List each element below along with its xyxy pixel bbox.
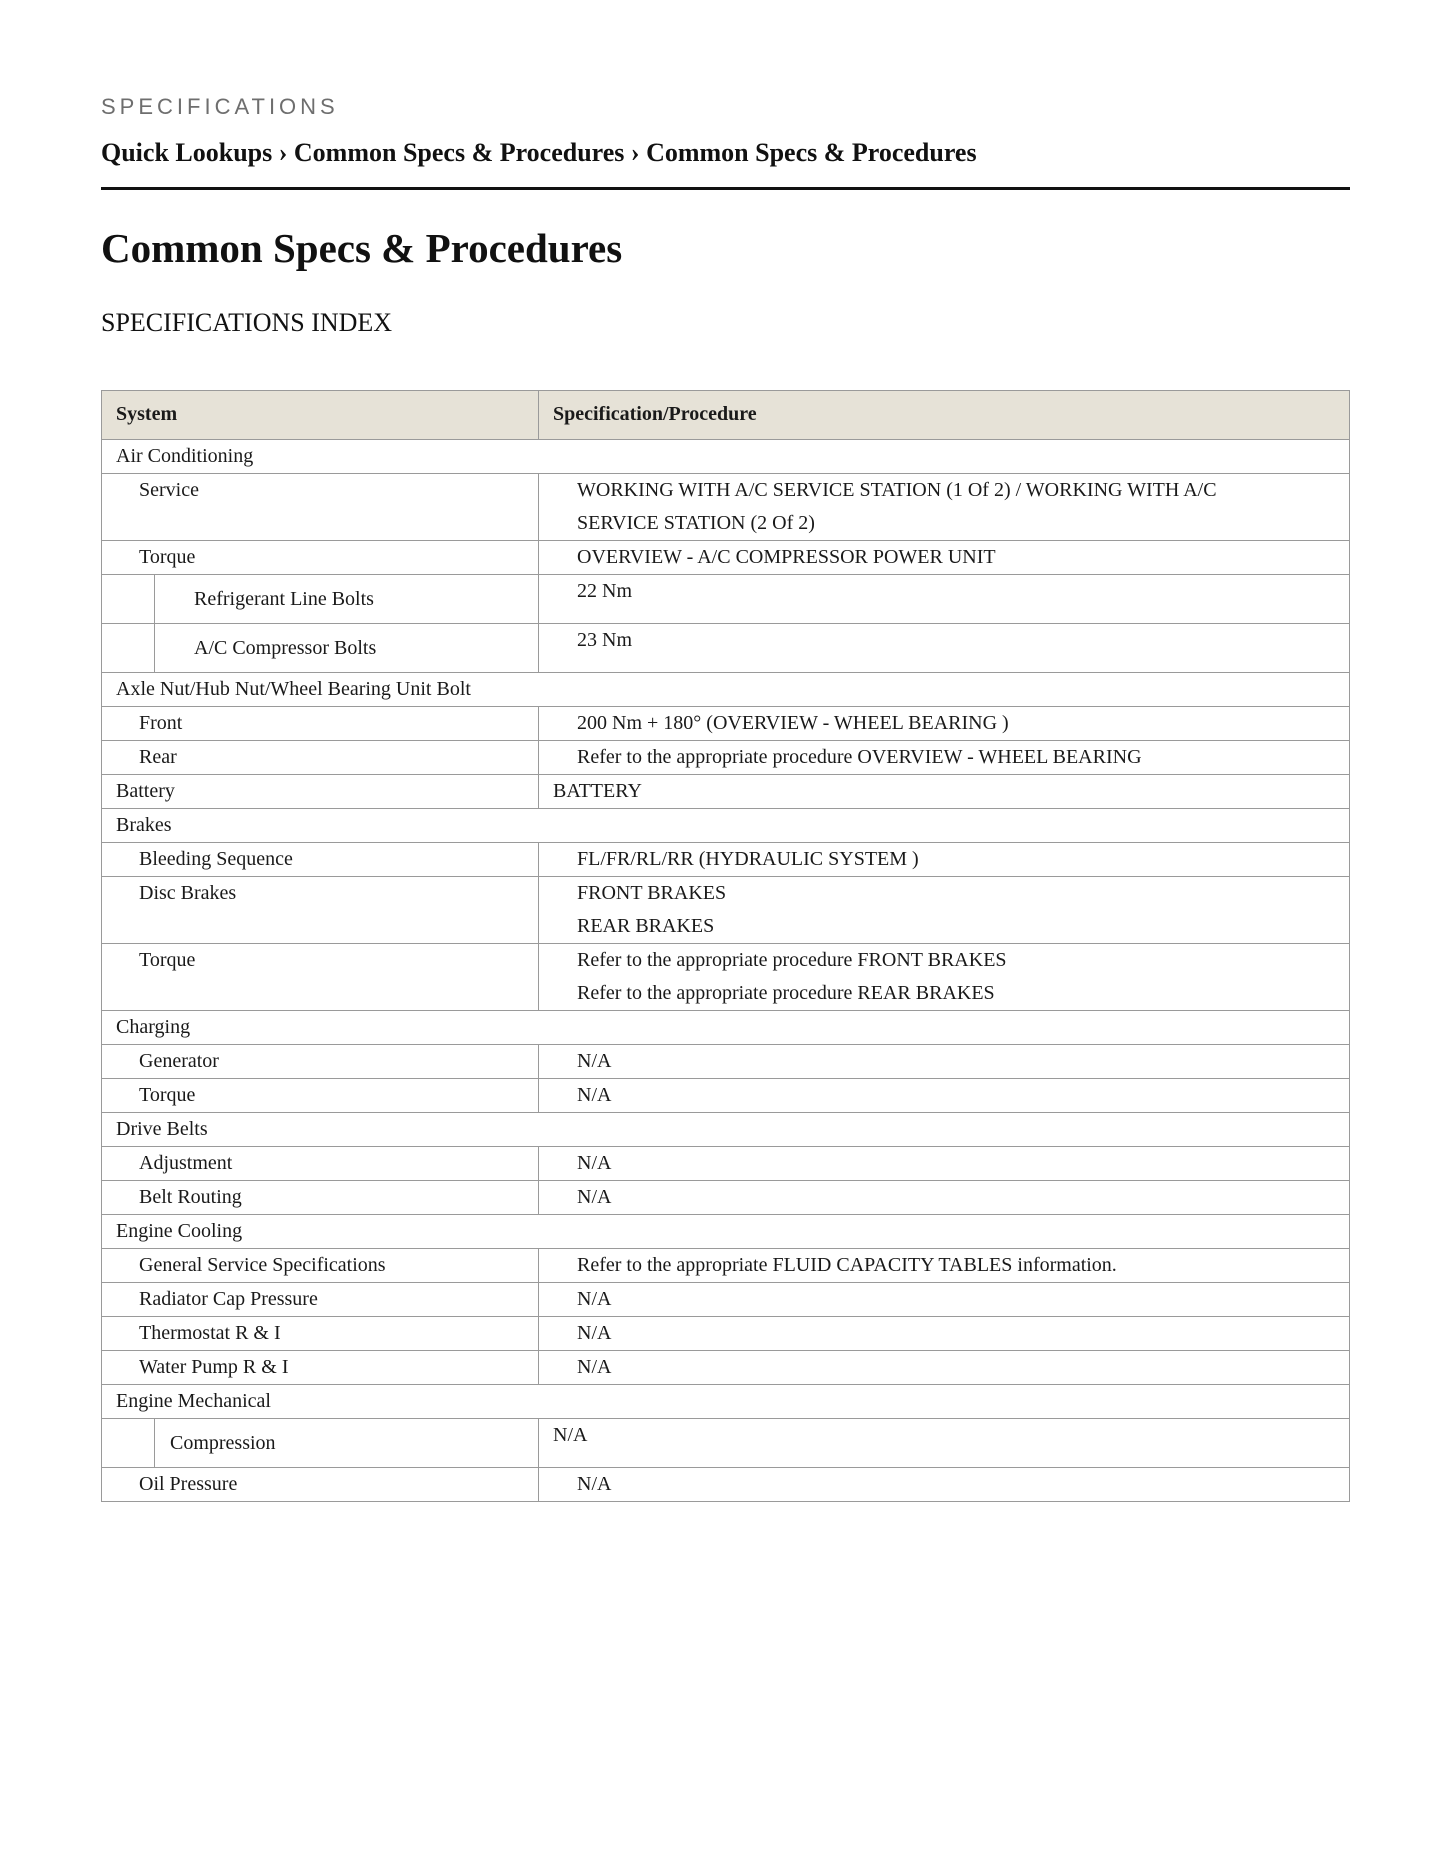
system-cell: Torque [102,944,539,1011]
spec-cell: N/A [539,1181,1350,1215]
spec-cell[interactable]: Refer to the appropriate FLUID CAPACITY TABLES information. [539,1249,1350,1283]
table-row [102,1249,1350,1283]
system-cell: Thermostat R & I [102,1317,539,1351]
spec-link-front-brakes[interactable]: FRONT BRAKES [577,882,727,904]
system-cell: Battery [102,775,539,809]
table-row [102,1385,1350,1419]
spec-link-front-brakes[interactable]: Refer to the appropriate procedure FRONT BRAKES [577,949,1007,971]
table-row [102,944,1350,1011]
table-row [102,1011,1350,1045]
table-header-row [102,391,1350,440]
table-row [102,673,1350,707]
table-row [102,1419,1350,1468]
spec-link-rear-brakes[interactable]: Refer to the appropriate procedure REAR BRAKES [577,982,995,1004]
section-eyebrow: SPECIFICATIONS [101,94,339,119]
spec-cell[interactable]: BATTERY [539,775,1350,809]
system-cell: Water Pump R & I [102,1351,539,1385]
column-header-spec: Specification/Procedure [539,391,1350,440]
spec-cell[interactable]: 200 Nm + 180° (OVERVIEW - WHEEL BEARING ) [539,707,1350,741]
table-row [102,741,1350,775]
system-cell: Torque [102,1079,539,1113]
spec-cell: N/A [539,1079,1350,1113]
system-cell: Generator [102,1045,539,1079]
table-row [102,877,1350,944]
group-heading: Brakes [102,809,1350,843]
breadcrumb[interactable]: Quick Lookups › Common Specs & Procedures › Common Specs & Procedures [101,138,977,167]
header-divider [101,187,1350,190]
table-row [102,843,1350,877]
spec-cell: N/A [539,1419,1350,1468]
table-row [102,1283,1350,1317]
system-cell: Disc Brakes [102,877,539,944]
table-row [102,474,1350,541]
table-row [102,1351,1350,1385]
spec-cell: N/A [539,1283,1350,1317]
spec-cell[interactable]: WORKING WITH A/C SERVICE STATION (1 Of 2) / WORKING WITH A/C SERVICE STATION (2 Of 2) [539,474,1350,541]
table-row [102,1317,1350,1351]
table-row [102,575,1350,624]
spec-cell: N/A [539,1147,1350,1181]
spec-cell[interactable]: Refer to the appropriate procedure OVERVIEW - WHEEL BEARING [539,741,1350,775]
table-row [102,707,1350,741]
table-row [102,1079,1350,1113]
table-row [102,1468,1350,1502]
section-title: SPECIFICATIONS INDEX [101,308,393,337]
spec-link-rear-brakes[interactable]: REAR BRAKES [577,915,715,937]
spec-cell[interactable]: FL/FR/RL/RR (HYDRAULIC SYSTEM ) [539,843,1350,877]
table-row [102,1215,1350,1249]
spec-cell: N/A [539,1045,1350,1079]
system-cell: Refrigerant Line Bolts [155,575,539,623]
table-row [102,624,1350,673]
spec-cell: 22 Nm [539,575,1350,624]
group-heading: Axle Nut/Hub Nut/Wheel Bearing Unit Bolt [102,673,1350,707]
group-heading: Air Conditioning [102,440,1350,474]
group-heading: Engine Mechanical [102,1385,1350,1419]
system-cell: Rear [102,741,539,775]
spec-cell: N/A [539,1351,1350,1385]
system-cell: Compression [155,1419,539,1467]
system-cell: Torque [102,541,539,575]
system-cell: Bleeding Sequence [102,843,539,877]
system-cell: Service [102,474,539,541]
system-cell: General Service Specifications [102,1249,539,1283]
specifications-table [101,390,1350,1502]
column-header-system: System [102,391,539,440]
spec-cell[interactable]: OVERVIEW - A/C COMPRESSOR POWER UNIT [539,541,1350,575]
system-cell: Radiator Cap Pressure [102,1283,539,1317]
table-row [102,775,1350,809]
group-heading: Drive Belts [102,1113,1350,1147]
spec-cell: 23 Nm [539,624,1350,673]
group-heading: Charging [102,1011,1350,1045]
spec-cell: N/A [539,1468,1350,1502]
group-heading: Engine Cooling [102,1215,1350,1249]
table-row [102,440,1350,474]
system-cell: Oil Pressure [102,1468,539,1502]
spec-cell [539,877,1350,944]
table-row [102,1147,1350,1181]
spec-cell: N/A [539,1317,1350,1351]
system-cell: A/C Compressor Bolts [155,624,539,672]
system-cell: Front [102,707,539,741]
table-row [102,809,1350,843]
table-row [102,541,1350,575]
spec-cell [539,944,1350,1011]
table-row [102,1113,1350,1147]
page-title: Common Specs & Procedures [101,225,623,271]
system-cell: Adjustment [102,1147,539,1181]
system-cell: Belt Routing [102,1181,539,1215]
table-row [102,1181,1350,1215]
table-row [102,1045,1350,1079]
